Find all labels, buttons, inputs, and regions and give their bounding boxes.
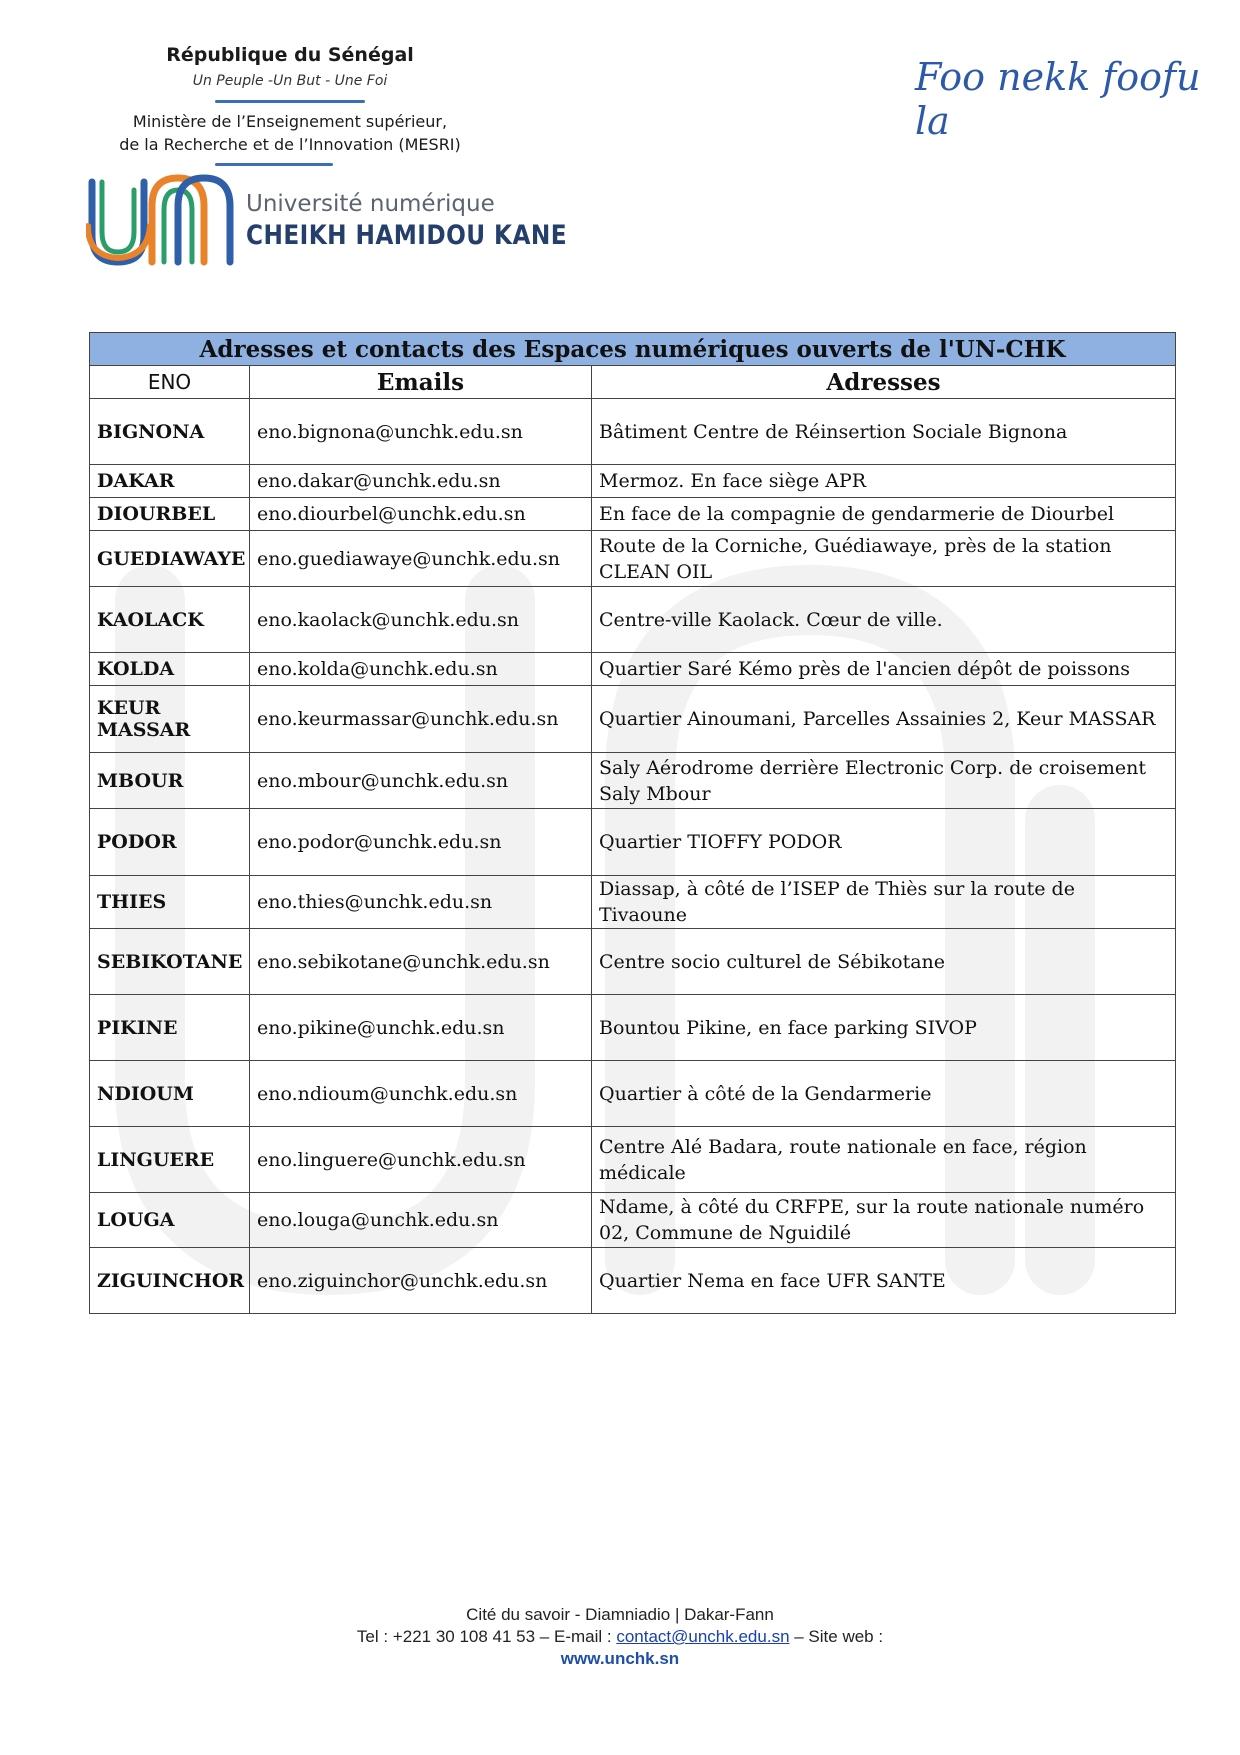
eno-name: DAKAR <box>90 465 250 498</box>
eno-contacts-table <box>89 332 1176 1314</box>
ministry-name <box>100 110 480 156</box>
column-header-addresses: Adresses <box>592 366 1176 399</box>
university-name-line-1: Université numérique <box>246 191 495 217</box>
eno-email: eno.louga@unchk.edu.sn <box>250 1193 592 1248</box>
eno-address: Ndame, à côté du CRFPE, sur la route nationale numéro 02, Commune de Nguidilé <box>592 1193 1176 1248</box>
table-row <box>90 929 1176 995</box>
table-row <box>90 587 1176 653</box>
eno-name: MBOUR <box>90 753 250 809</box>
eno-address: Mermoz. En face siège APR <box>592 465 1176 498</box>
ministry-line-2: de la Recherche et de l’Innovation (MESRI) <box>119 135 461 154</box>
eno-email: eno.linguere@unchk.edu.sn <box>250 1127 592 1193</box>
eno-address: Saly Aérodrome derrière Electronic Corp. de croisement Saly Mbour <box>592 753 1176 809</box>
eno-email: eno.podor@unchk.edu.sn <box>250 809 592 876</box>
footer-contact-line <box>0 1626 1240 1648</box>
eno-name: ZIGUINCHOR <box>90 1248 250 1314</box>
column-header-emails: Emails <box>250 366 592 399</box>
footer-site-label: – Site web : <box>789 1627 884 1646</box>
eno-name: SEBIKOTANE <box>90 929 250 995</box>
eno-address: Centre Alé Badara, route nationale en face, région médicale <box>592 1127 1176 1193</box>
eno-name: KEUR MASSAR <box>90 686 250 753</box>
eno-email: eno.pikine@unchk.edu.sn <box>250 995 592 1061</box>
slogan: Foo nekk foofu la <box>915 55 1201 143</box>
eno-address: Quartier TIOFFY PODOR <box>592 809 1176 876</box>
eno-address: Centre-ville Kaolack. Cœur de ville. <box>592 587 1176 653</box>
table-row <box>90 686 1176 753</box>
table-title: Adresses et contacts des Espaces numériques ouverts de l'UN-CHK <box>90 333 1176 366</box>
document-header <box>0 0 1240 280</box>
column-header-eno: ENO <box>90 366 250 399</box>
eno-address: Diassap, à côté de l’ISEP de Thiès sur la route de Tivaoune <box>592 876 1176 929</box>
eno-name: BIGNONA <box>90 399 250 465</box>
eno-name: LOUGA <box>90 1193 250 1248</box>
table-row <box>90 995 1176 1061</box>
eno-name: KAOLACK <box>90 587 250 653</box>
national-motto: Un Peuple -Un But - Une Foi <box>192 73 388 89</box>
eno-email: eno.guediawaye@unchk.edu.sn <box>250 531 592 587</box>
eno-email: eno.ndioum@unchk.edu.sn <box>250 1061 592 1127</box>
eno-email: eno.kolda@unchk.edu.sn <box>250 653 592 686</box>
table-row <box>90 653 1176 686</box>
eno-address: Quartier Saré Kémo près de l'ancien dépôt de poissons <box>592 653 1176 686</box>
table-row <box>90 531 1176 587</box>
table-row <box>90 809 1176 876</box>
eno-email: eno.bignona@unchk.edu.sn <box>250 399 592 465</box>
eno-address: Route de la Corniche, Guédiawaye, près de la station CLEAN OIL <box>592 531 1176 587</box>
eno-address: Quartier à côté de la Gendarmerie <box>592 1061 1176 1127</box>
table-row <box>90 876 1176 929</box>
eno-name: KOLDA <box>90 653 250 686</box>
eno-address: Bountou Pikine, en face parking SIVOP <box>592 995 1176 1061</box>
eno-name: PIKINE <box>90 995 250 1061</box>
eno-email: eno.kaolack@unchk.edu.sn <box>250 587 592 653</box>
eno-name: DIOURBEL <box>90 498 250 531</box>
eno-address: Bâtiment Centre de Réinsertion Sociale Bignona <box>592 399 1176 465</box>
footer-website-link[interactable]: www.unchk.sn <box>560 1649 680 1668</box>
eno-email: eno.mbour@unchk.edu.sn <box>250 753 592 809</box>
eno-name: GUEDIAWAYE <box>90 531 250 587</box>
header-divider-bottom <box>215 163 333 166</box>
eno-name: NDIOUM <box>90 1061 250 1127</box>
table-row <box>90 1061 1176 1127</box>
ministry-line-1: Ministère de l’Enseignement supérieur, <box>132 112 448 131</box>
table-row <box>90 1193 1176 1248</box>
eno-address: Quartier Nema en face UFR SANTE <box>592 1248 1176 1314</box>
table-row <box>90 1248 1176 1314</box>
table-row <box>90 465 1176 498</box>
university-name-line-2: CHEIKH HAMIDOU KANE <box>246 220 568 251</box>
eno-address: En face de la compagnie de gendarmerie de Diourbel <box>592 498 1176 531</box>
header-divider-top <box>215 100 365 103</box>
eno-email: eno.keurmassar@unchk.edu.sn <box>250 686 592 753</box>
table-row <box>90 399 1176 465</box>
eno-address: Centre socio culturel de Sébikotane <box>592 929 1176 995</box>
eno-email: eno.thies@unchk.edu.sn <box>250 876 592 929</box>
republic-name: République du Sénégal <box>166 44 414 66</box>
table-row <box>90 1127 1176 1193</box>
eno-name: THIES <box>90 876 250 929</box>
table-row <box>90 498 1176 531</box>
unchk-logo-icon <box>86 170 234 270</box>
eno-email: eno.sebikotane@unchk.edu.sn <box>250 929 592 995</box>
footer-address: Cité du savoir - Diamniadio | Dakar-Fann <box>466 1605 774 1624</box>
eno-address: Quartier Ainoumani, Parcelles Assainies 2, Keur MASSAR <box>592 686 1176 753</box>
eno-email: eno.dakar@unchk.edu.sn <box>250 465 592 498</box>
table-row <box>90 753 1176 809</box>
eno-name: PODOR <box>90 809 250 876</box>
eno-name: LINGUERE <box>90 1127 250 1193</box>
document-footer <box>0 1604 1240 1670</box>
footer-email-link[interactable]: contact@unchk.edu.sn <box>616 1627 790 1646</box>
footer-tel-text: Tel : +221 30 108 41 53 – E-mail : <box>356 1627 617 1646</box>
eno-email: eno.diourbel@unchk.edu.sn <box>250 498 592 531</box>
eno-email: eno.ziguinchor@unchk.edu.sn <box>250 1248 592 1314</box>
